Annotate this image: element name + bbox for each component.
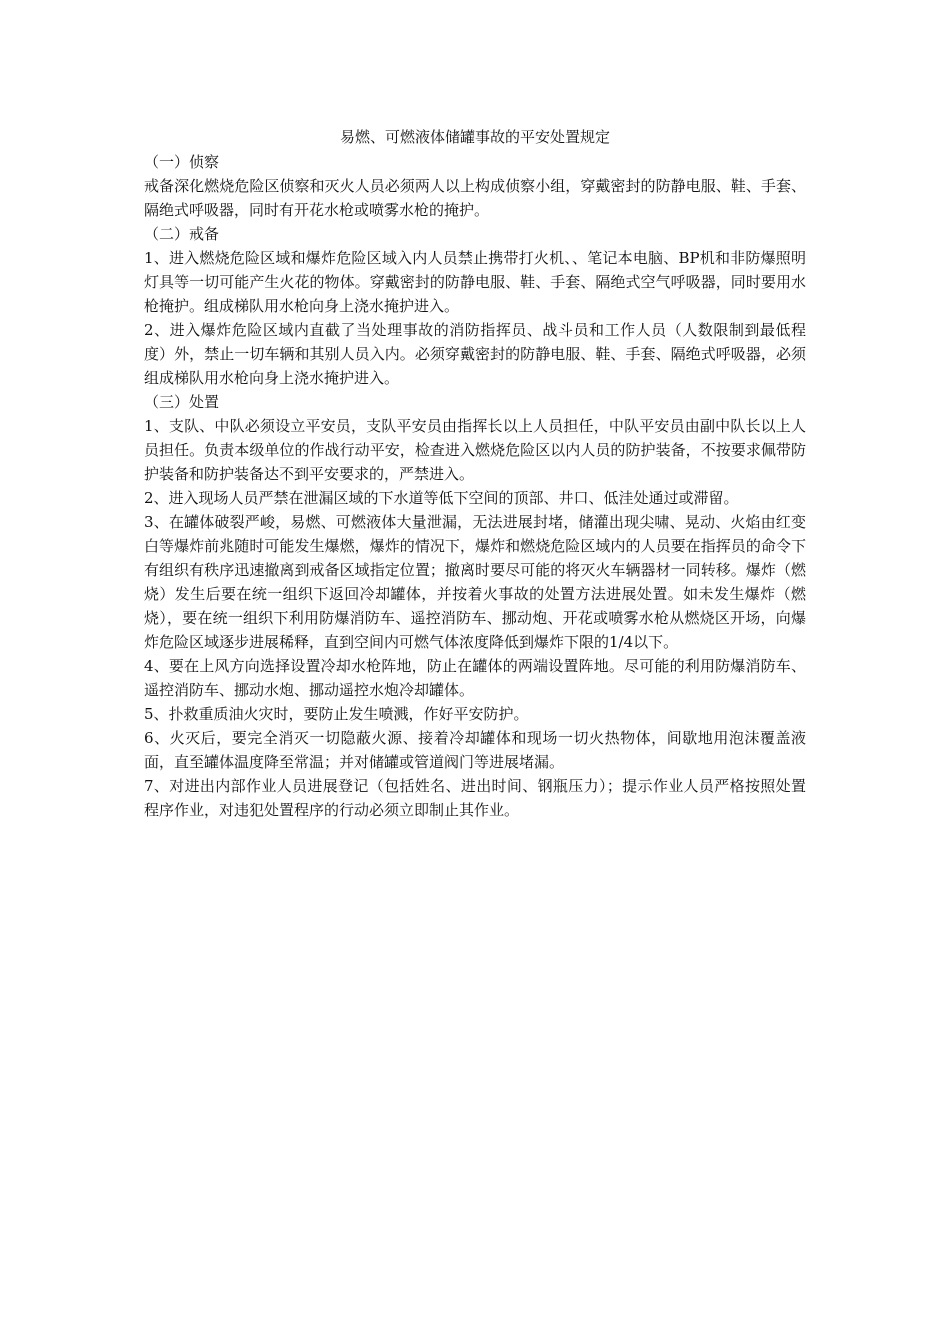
document-title: 易燃、可燃液体储罐事故的平安处置规定 bbox=[339, 128, 610, 146]
section-alert bbox=[144, 222, 806, 390]
paragraph: 1、进入燃烧危险区域和爆炸危险区域入内人员禁止携带打火机、、笔记本电脑、BP机和非防爆照明灯具等一切可能产生火花的物体。穿戴密封的防静电服、鞋、手套、隔绝式空气呼吸器，同时要用水枪掩护。组成梯队用水枪向身上浇水掩护进入。 bbox=[144, 249, 806, 315]
paragraph: 2、进入现场人员严禁在泄漏区域的下水道等低下空间的顶部、井口、低洼处通过或滞留。 bbox=[144, 489, 739, 507]
section-reconnaissance bbox=[144, 150, 806, 222]
paragraph: 1、支队、中队必须设立平安员，支队平安员由指挥长以上人员担任，中队平安员由副中队长以上人员担任。负责本级单位的作战行动平安，检查进入燃烧危险区以内人员的防护装备，不按要求佩带防护装备和防护装备达不到平安要求的，严禁进入。 bbox=[144, 417, 806, 483]
paragraph: 7、对进出内部作业人员进展登记（包括姓名、进出时间、钢瓶压力）；提示作业人员严格按照处置程序作业，对违犯处置程序的行动必须立即制止其作业。 bbox=[144, 777, 806, 819]
paragraph: 6、火灭后，要完全消灭一切隐蔽火源、接着冷却罐体和现场一切火热物体，间歇地用泡沫覆盖液面，直至罐体温度降至常温；并对储罐或管道阀门等进展堵漏。 bbox=[144, 729, 806, 771]
paragraph: 2、进入爆炸危险区域内直截了当处理事故的消防指挥员、战斗员和工作人员（人数限制到最低程度）外，禁止一切车辆和其别人员入内。必须穿戴密封的防静电服、鞋、手套、隔绝式呼吸器，必须组成梯队用水枪向身上浇水掩护进入。 bbox=[144, 321, 806, 387]
section-heading: （一）侦察 bbox=[144, 153, 220, 171]
section-heading: （二）戒备 bbox=[144, 225, 220, 243]
section-heading: （三）处置 bbox=[144, 393, 220, 411]
document-page bbox=[144, 124, 806, 822]
paragraph: 4、要在上风方向选择设置冷却水枪阵地，防止在罐体的两端设置阵地。尽可能的利用防爆消防车、遥控消防车、挪动水炮、挪动遥控水炮冷却罐体。 bbox=[144, 657, 806, 699]
paragraph: 3、在罐体破裂严峻，易燃、可燃液体大量泄漏，无法进展封堵，储灌出现尖啸、晃动、火焰由红变白等爆炸前兆随时可能发生爆燃，爆炸的情况下，爆炸和燃烧危险区域内的人员要在指挥员的命令下有组织有秩序迅速撤离到戒备区域指定位置；撤离时要尽可能的将灭火车辆器材一同转移。爆炸（燃烧）发生后要在统一组织下返回冷却罐体，并按着火事故的处置方法进展处置。如未发生爆炸（燃烧），要在统一组织下利用防爆消防车、遥控消防车、挪动炮、开花或喷雾水枪从燃烧区开场，向爆炸危险区域逐步进展稀释，直到空间内可燃气体浓度降低到爆炸下限的1/4以下。 bbox=[144, 513, 806, 651]
paragraph: 5、扑救重质油火灾时，要防止发生喷溅，作好平安防护。 bbox=[144, 705, 529, 723]
paragraph: 戒备深化燃烧危险区侦察和灭火人员必须两人以上构成侦察小组，穿戴密封的防静电服、鞋、手套、隔绝式呼吸器，同时有开花水枪或喷雾水枪的掩护。 bbox=[144, 177, 806, 219]
section-disposal bbox=[144, 390, 806, 822]
